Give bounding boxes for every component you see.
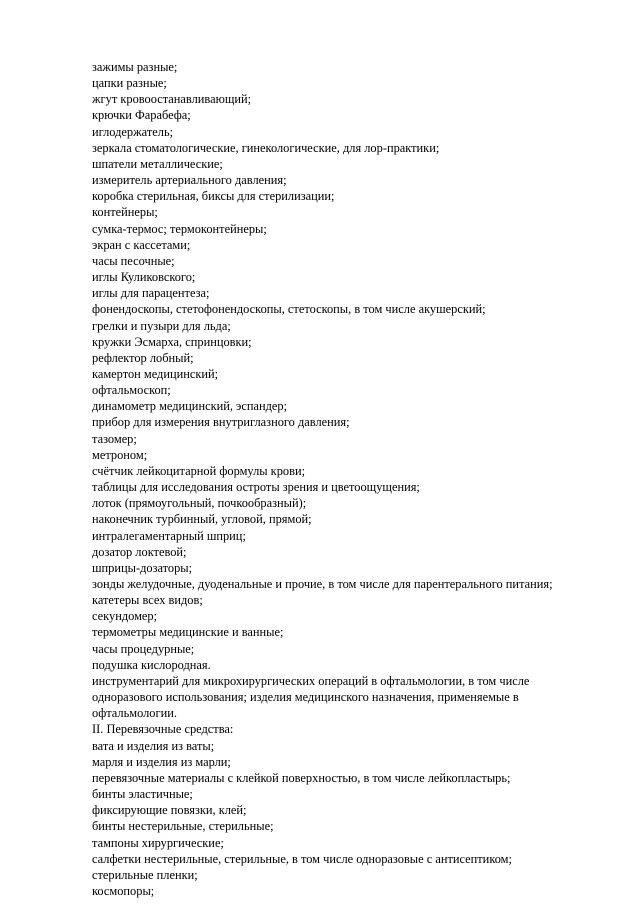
text-line: шпатели металлические;: [92, 156, 223, 171]
text-line: салфетки нестерильные, стерильные, в том числе одноразовые с антисептиком;: [92, 851, 512, 866]
text-line: коробка стерильная, биксы для стерилизации;: [92, 189, 335, 204]
text-line: одноразового использования; изделия медицинского назначения, применяемые в: [92, 690, 519, 705]
text-line: офтальмологии.: [92, 706, 177, 721]
text-line: кружки Эсмарха, спринцовки;: [92, 334, 252, 349]
text-line: рефлектор лобный;: [92, 350, 194, 365]
text-line: вата и изделия из ваты;: [92, 738, 215, 753]
text-line: цапки разные;: [92, 76, 167, 91]
text-line: дозатор локтевой;: [92, 544, 187, 559]
text-line: тазомер;: [92, 431, 137, 446]
text-line: зеркала стоматологические, гинекологические, для лор-практики;: [92, 140, 440, 155]
text-line: экран с кассетами;: [92, 237, 191, 252]
text-line: термометры медицинские и ванные;: [92, 625, 284, 640]
text-line: зажимы разные;: [92, 60, 178, 74]
text-line: иглы Куликовского;: [92, 270, 196, 285]
text-line: метроном;: [92, 447, 148, 462]
text-line: измеритель артериального давления;: [92, 173, 287, 188]
text-line: контейнеры;: [92, 205, 158, 220]
text-line: таблицы для исследования остроты зрения и цветоощущения;: [92, 480, 420, 495]
text-line: интралегаментарный шприц;: [92, 528, 246, 543]
text-line: секундомер;: [92, 609, 158, 624]
text-line: подушка кислородная.: [92, 657, 211, 672]
text-line: фиксирующие повязки, клей;: [92, 803, 247, 818]
text-line: перевязочные материалы с клейкой поверхностью, в том числе лейкопластырь;: [92, 770, 511, 785]
text-line: бинты нестерильные, стерильные;: [92, 819, 274, 834]
text-line: зонды желудочные, дуоденальные и прочие, в том числе для парентерального питания;: [92, 577, 553, 591]
text-line: крючки Фарабефа;: [92, 108, 191, 123]
text-line: лоток (прямоугольный, почкообразный);: [92, 496, 307, 511]
text-line: жгут кровоостанавливающий;: [92, 92, 252, 107]
text-line: шприцы-дозаторы;: [92, 560, 193, 575]
text-line: счётчик лейкоцитарной формулы крови;: [92, 463, 306, 478]
text-line: инструментарий для микрохирургических операций в офтальмологии, в том числе: [92, 673, 530, 688]
text-line: бинты эластичные;: [92, 787, 193, 802]
text-line: иглодержатель;: [92, 124, 174, 139]
text-line: офтальмоскоп;: [92, 383, 171, 398]
text-line: стерильные пленки;: [92, 867, 198, 882]
text-line: прибор для измерения внутриглазного давления;: [92, 415, 350, 430]
text-line: наконечник турбинный, угловой, прямой;: [92, 512, 312, 527]
text-line: марля и изделия из марли;: [92, 754, 231, 769]
section-heading: II. Перевязочные средства:: [92, 722, 234, 737]
text-line: фонендоскопы, стетофонендоскопы, стетоскопы, в том числе акушерский;: [92, 302, 486, 317]
text-line: катетеры всех видов;: [92, 593, 203, 608]
text-line: космопоры;: [92, 883, 155, 898]
text-line: грелки и пузыри для льда;: [92, 318, 231, 333]
text-line: динамометр медицинский, эспандер;: [92, 399, 288, 414]
text-line: камертон медицинский;: [92, 366, 219, 381]
text-line: часы песочные;: [92, 253, 175, 268]
text-line: иглы для парацентеза;: [92, 286, 210, 301]
text-line: сумка-термос; термоконтейнеры;: [92, 221, 267, 236]
text-line: часы процедурные;: [92, 641, 195, 656]
document-page: [92, 59, 592, 899]
text-line: тампоны хирургические;: [92, 835, 224, 850]
